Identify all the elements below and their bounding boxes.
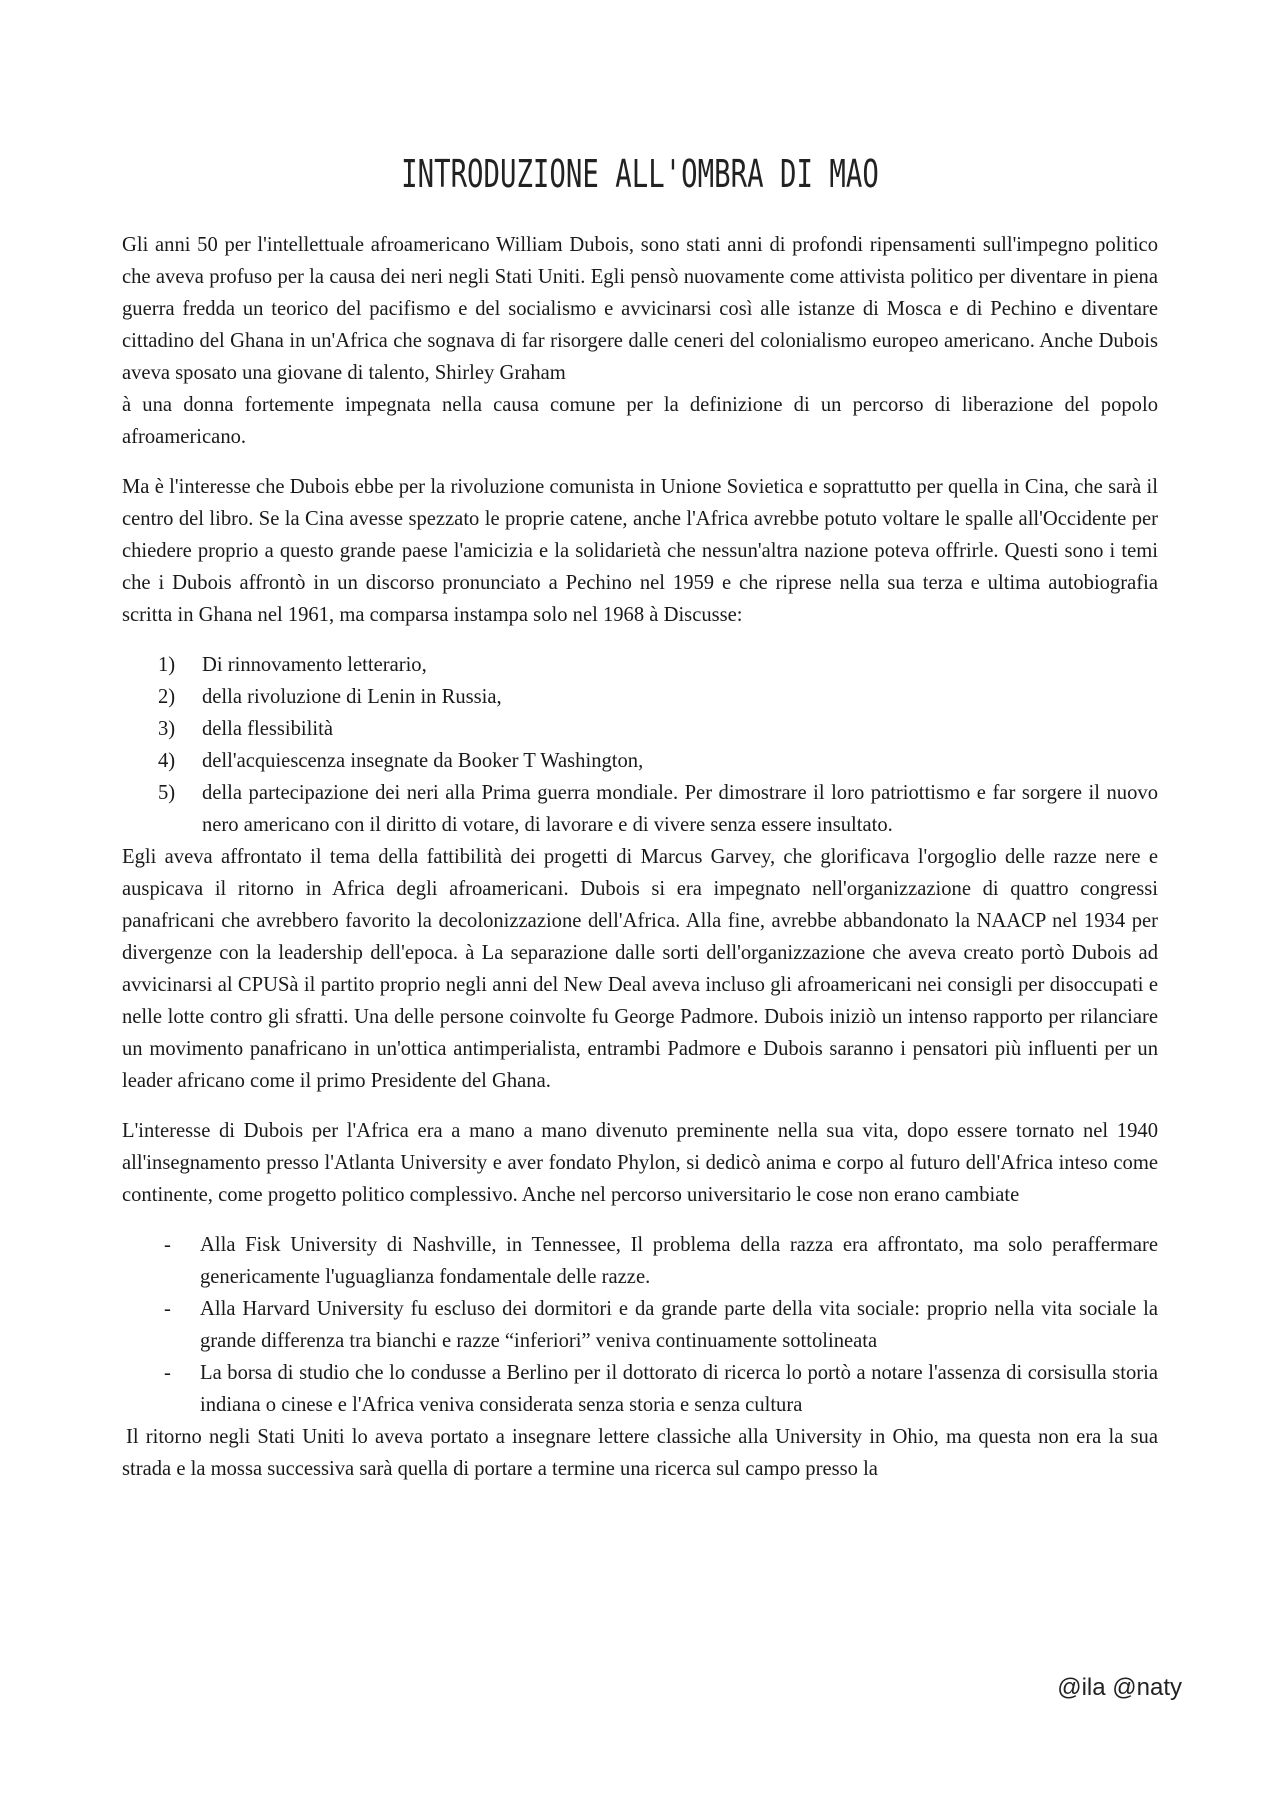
- footer-credit: @ila @naty: [1057, 1674, 1182, 1701]
- list-item: [122, 649, 1158, 681]
- list-number: 5): [158, 782, 176, 804]
- list-item-text: Alla Fisk University di Nashville, in Tennessee, Il problema della razza era affrontato, ma solo peraffermare genericamente l'uguaglianza fondamentale delle razze.: [200, 1234, 1158, 1288]
- list-item: [122, 1293, 1158, 1357]
- dashed-list: [122, 1229, 1158, 1421]
- list-number: 3): [158, 718, 176, 740]
- list-dash: -: [164, 1298, 171, 1320]
- list-item-text: Alla Harvard University fu escluso dei dormitori e da grande parte della vita sociale: proprio nella vita sociale la grande differenza tra bianchi e razze “inferiori” veniva continuamente sottolineata: [200, 1298, 1158, 1352]
- page-title: INTRODUZIONE ALL'OMBRA DI MAO: [401, 152, 879, 196]
- paragraph-1: Gli anni 50 per l'intellettuale afroamericano William Dubois, sono stati anni di profondi ripensamenti sull'impegno politico che aveva profuso per la causa dei neri negli Stati Uniti. Egli pensò nuovamente come attivista politico per diventare in piena guerra fredda un teorico del pacifismo e del socialismo e avvicinarsi così alle istanze di Mosca e di Pechino e diventare cittadino del Ghana in un'Africa che sognava di far risorgere dalle ceneri del colonialismo europeo americano. Anche Dubois aveva sposato una giovane di talento, Shirley Graham: [122, 234, 1158, 384]
- list-item-text: della rivoluzione di Lenin in Russia,: [202, 686, 502, 708]
- paragraph-5: L'interesse di Dubois per l'Africa era a mano a mano divenuto preminente nella sua vita, dopo essere tornato nel 1940 all'insegnamento presso l'Atlanta University e aver fondato Phylon, si dedicò anima e corpo al futuro dell'Africa inteso come continente, come progetto politico complessivo. Anche nel percorso universitario le cose non erano cambiate: [122, 1120, 1158, 1206]
- list-item-text: dell'acquiescenza insegnate da Booker T Washington,: [202, 750, 644, 772]
- list-item: [122, 713, 1158, 745]
- list-item: [122, 1357, 1158, 1421]
- list-item-text: La borsa di studio che lo condusse a Berlino per il dottorato di ricerca lo portò a notare l'assenza di corsisulla storia indiana o cinese e l'Africa veniva considerata senza storia e senza cultura: [200, 1362, 1158, 1416]
- list-number: 4): [158, 750, 176, 772]
- list-number: 1): [158, 654, 176, 676]
- list-item: [122, 745, 1158, 777]
- list-item-text: della partecipazione dei neri alla Prima guerra mondiale. Per dimostrare il loro patriottismo e far sorgere il nuovo nero americano con il diritto di votare, di lavorare e di vivere senza essere insultato.: [202, 782, 1158, 836]
- list-item-text: della flessibilità: [202, 718, 333, 740]
- list-dash: -: [164, 1234, 171, 1256]
- document-body: [122, 229, 1158, 1485]
- list-item: [122, 777, 1158, 841]
- list-dash: -: [164, 1362, 171, 1384]
- list-number: 2): [158, 686, 176, 708]
- paragraph-2: à una donna fortemente impegnata nella causa comune per la definizione di un percorso di liberazione del popolo afroamericano.: [122, 394, 1158, 448]
- numbered-list: [122, 649, 1158, 841]
- list-item: [122, 1229, 1158, 1293]
- paragraph-6: Il ritorno negli Stati Uniti lo aveva portato a insegnare lettere classiche alla University in Ohio, ma questa non era la sua strada e la mossa successiva sarà quella di portare a termine una ricerca sul campo presso la: [122, 1426, 1158, 1480]
- list-item-text: Di rinnovamento letterario,: [202, 654, 427, 676]
- list-item: [122, 681, 1158, 713]
- paragraph-4: Egli aveva affrontato il tema della fattibilità dei progetti di Marcus Garvey, che glorificava l'orgoglio delle razze nere e auspicava il ritorno in Africa degli afroamericani. Dubois si era impegnato nell'organizzazione di quattro congressi panafricani che avrebbero favorito la decolonizzazione dell'Africa. Alla fine, avrebbe abbandonato la NAACP nel 1934 per divergenze con la leadership dell'epoca. à La separazione dalle sorti dell'organizzazione che aveva creato portò Dubois ad avvicinarsi al CPUSà il partito proprio negli anni del New Deal aveva incluso gli afroamericani nei consigli per disoccupati e nelle lotte contro gli sfratti. Una delle persone coinvolte fu George Padmore. Dubois iniziò un intenso rapporto per rilanciare un movimento panafricano in un'ottica antimperialista, entrambi Padmore e Dubois saranno i pensatori più influenti per un leader africano come il primo Presidente del Ghana.: [122, 846, 1158, 1092]
- paragraph-3: Ma è l'interesse che Dubois ebbe per la rivoluzione comunista in Unione Sovietica e soprattutto per quella in Cina, che sarà il centro del libro. Se la Cina avesse spezzato le proprie catene, anche l'Africa avrebbe potuto voltare le spalle all'Occidente per chiedere proprio a questo grande paese l'amicizia e la solidarietà che nessun'altra nazione poteva offrirle. Questi sono i temi che i Dubois affrontò in un discorso pronunciato a Pechino nel 1959 e che riprese nella sua terza e ultima autobiografia scritta in Ghana nel 1961, ma comparsa instampa solo nel 1968 à Discusse:: [122, 476, 1158, 626]
